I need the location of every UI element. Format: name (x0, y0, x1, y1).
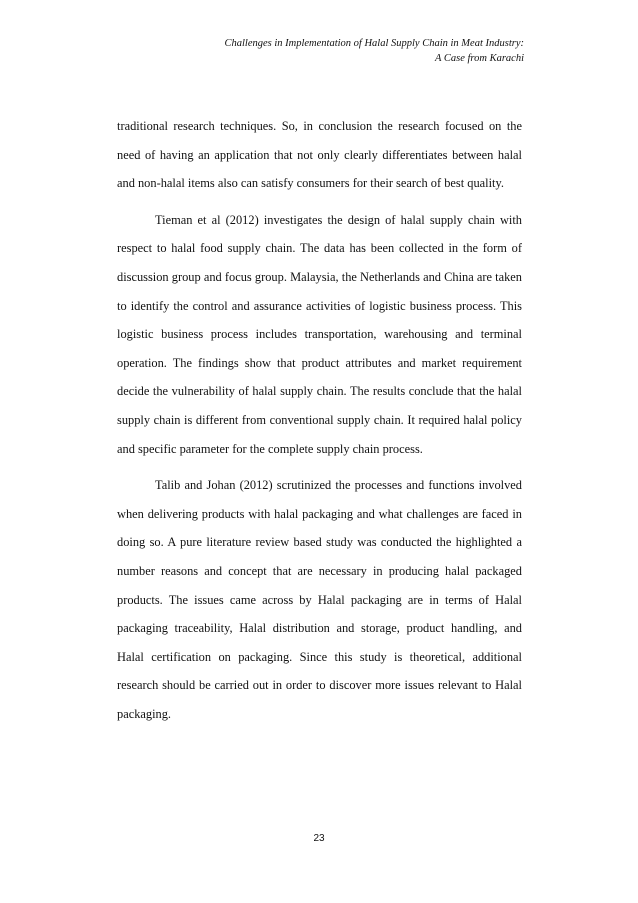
page-number: 23 (313, 833, 325, 844)
paragraph-tieman: Tieman et al (2012) investigates the design of halal supply chain with respect to halal food supply chain. The data has been collected in the form of discussion group and focus group. Malaysia, the Netherlands and China are taken to identify the control and assurance activities of logistic business process. This logistic business process includes transportation, warehousing and terminal operation. The findings show that product attributes and market requirement decide the vulnerability of halal supply chain. The results conclude that the halal supply chain is different from conventional supply chain. It required halal policy and specific parameter for the complete supply chain process. (117, 212, 522, 456)
paragraph-talib-johan: Talib and Johan (2012) scrutinized the processes and functions involved when delivering products with halal packaging and what challenges are faced in doing so. A pure literature review based study was conducted the highlighted a number reasons and concept that are necessary in producing halal packaged products. The issues came across by Halal packaging are in terms of Halal packaging traceability, Halal distribution and storage, product handling, and Halal certification on packaging. Since this study is theoretical, additional research should be carried out in order to discover more issues relevant to Halal packaging. (117, 478, 522, 721)
body-text (117, 112, 522, 728)
running-header (104, 36, 524, 66)
header-title-line: Challenges in Implementation of Halal Supply Chain in Meat Industry: (224, 38, 524, 49)
paragraph-continuation: traditional research techniques. So, in conclusion the research focused on the need of having an application that not only clearly differentiates between halal and non-halal items also can satisfy consumers for their search of best quality. (117, 119, 522, 191)
header-subtitle-line: A Case from Karachi (435, 53, 524, 64)
